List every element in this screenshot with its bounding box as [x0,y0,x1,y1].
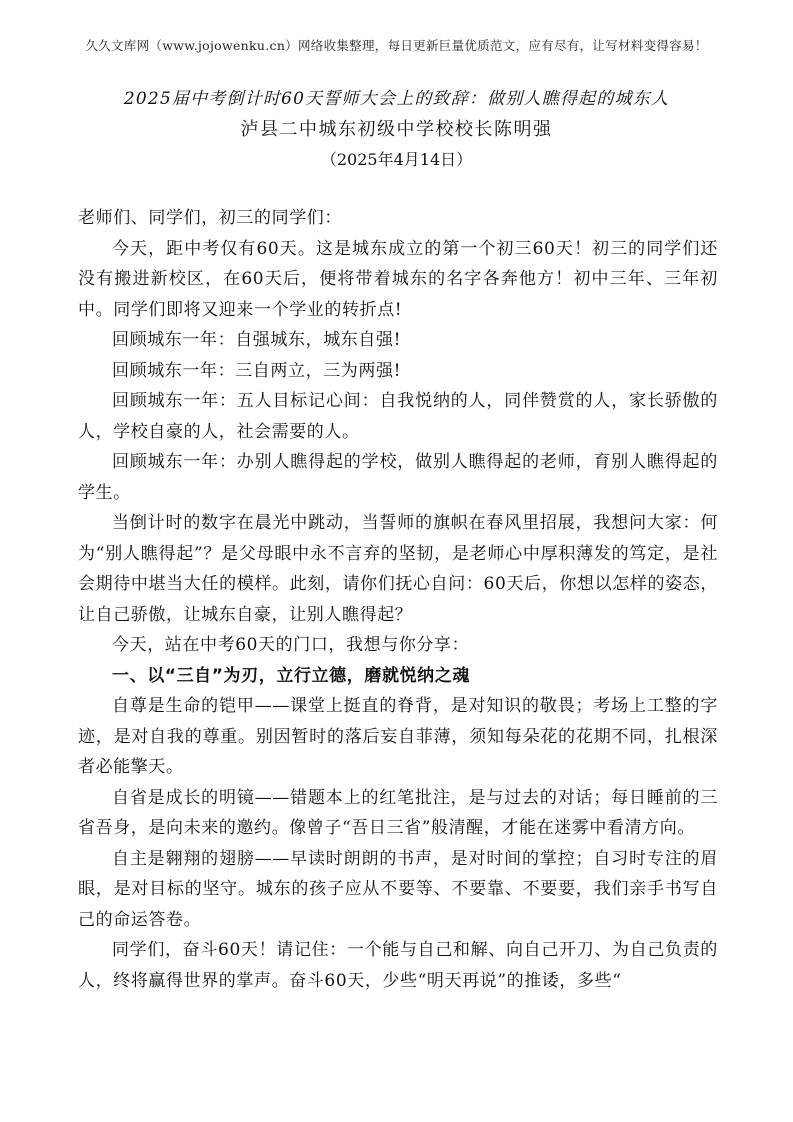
paragraph: 自主是翱翔的翅膀——早读时朗朗的书声，是对时间的掌控；自习时专注的眉眼，是对目标的坚守。城东的孩子应从不要等、不要靠、不要要，我们亲手书写自己的命运答卷。 [78,848,718,930]
speaker-line: 泸县二中城东初级中学校校长陈明强 [240,119,553,140]
section-heading: 一、以“三自”为刃，立行立德，磨就悦纳之魂 [112,665,470,686]
paragraph: 自省是成长的明镜——错题本上的红笔批注，是与过去的对话；每日睡前的三省吾身，是向未来的邀约。像曾子“吾日三省”般清醒，才能在迷雾中看清方向。 [78,787,718,838]
paragraph: 今天，站在中考60天的门口，我想与你分享： [112,635,470,655]
paragraph: 回顾城东一年：办别人瞧得起的学校，做别人瞧得起的老师，育别人瞧得起的学生。 [78,452,718,503]
page-header: 久久文库网（www.jojowenku.cn）网络收集整理，每日更新巨量优质范文，应有尽有，让写材料变得容易！ [85,38,708,53]
paragraph: 回顾城东一年：五人目标记心间：自我悦纳的人，同伴赞赏的人，家长骄傲的人，学校自豪的人，社会需要的人。 [78,391,718,442]
speech-date: （2025年4月14日） [320,150,473,169]
speech-title: 2025届中考倒计时60天誓师大会上的致辞：做别人瞧得起的城东人 [123,89,670,109]
paragraph: 当倒计时的数字在晨光中跳动，当誓师的旗帜在春风里招展，我想问大家：何为“别人瞧得起”？是父母眼中永不言弃的坚韧，是老师心中厚积薄发的笃定，是社会期待中堪当大任的模样。此刻，请你们抚心自问：60天后，你想以怎样的姿态，让自己骄傲，让城东自豪，让别人瞧得起？ [78,513,718,625]
paragraph: 回顾城东一年：自强城东，城东自强! [112,330,402,350]
paragraph: 今天，距中考仅有60天。这是城东成立的第一个初三60天！初三的同学们还没有搬进新校区，在60天后，便将带着城东的名字各奔他方！初中三年、三年初中。同学们即将又迎来一个学业的转折点! [78,238,718,320]
paragraph: 回顾城东一年：三自两立，三为两强! [112,360,402,381]
paragraph: 同学们，奋斗60天！请记住：一个能与自己和解、向自己开刀、为自己负责的人，终将赢得世界的掌声。奋斗60天，少些“明天再说”的推诿，多些“ [78,940,718,991]
speech-body [78,203,718,996]
paragraph: 自尊是生命的铠甲——课堂上挺直的脊背，是对知识的敬畏；考场上工整的字迹，是对自我的尊重。别因暂时的落后妄自菲薄，须知每朵花的花期不同，扎根深者必能擎天。 [78,696,718,777]
salutation: 老师们、同学们，初三的同学们： [78,208,342,228]
